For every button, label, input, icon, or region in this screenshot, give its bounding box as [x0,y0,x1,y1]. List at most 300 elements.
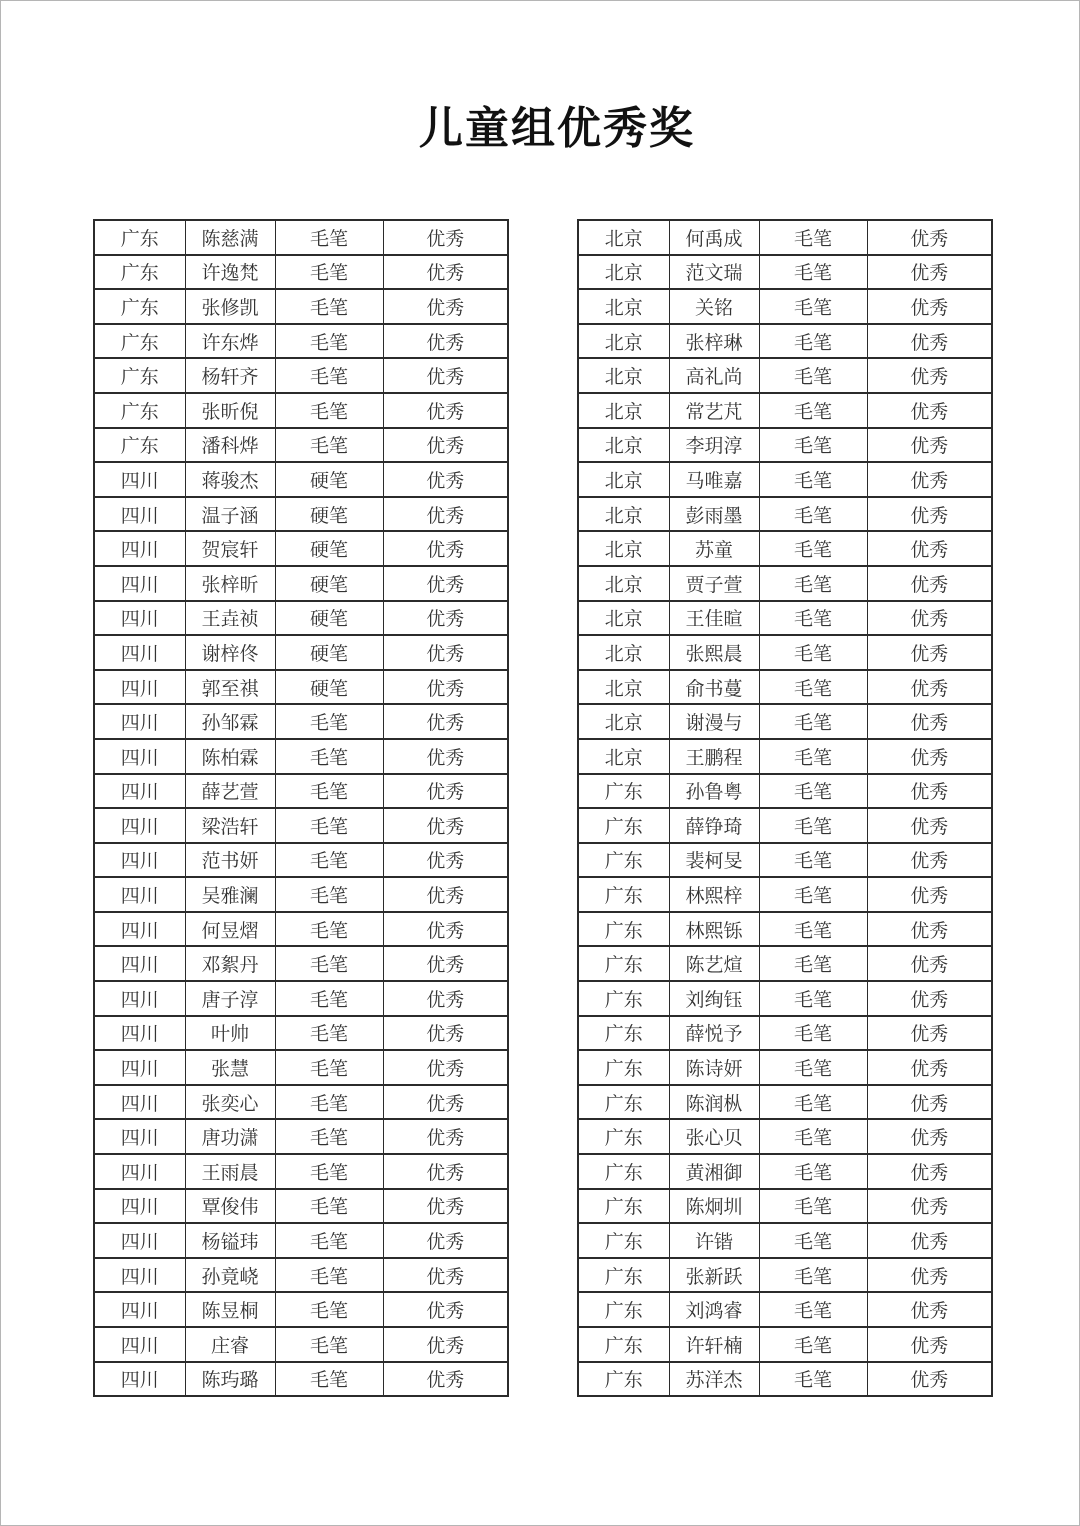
category-cell: 毛笔 [759,358,867,393]
name-cell: 王垚祯 [185,601,275,636]
province-cell: 北京 [578,220,669,255]
table-row [578,635,992,670]
category-cell: 硬笔 [275,670,383,705]
province-cell: 广东 [578,877,669,912]
category-cell: 毛笔 [759,531,867,566]
category-cell: 毛笔 [275,739,383,774]
award-cell: 优秀 [867,670,992,705]
category-cell: 毛笔 [759,912,867,947]
table-row [94,670,508,705]
province-cell: 四川 [94,1119,185,1154]
province-cell: 广东 [94,289,185,324]
name-cell: 杨轩齐 [185,358,275,393]
award-cell: 优秀 [383,1085,508,1120]
award-table-right [577,219,993,1397]
table-row [94,808,508,843]
award-cell: 优秀 [383,531,508,566]
table-row [578,670,992,705]
province-cell: 广东 [578,981,669,1016]
table-row [94,1223,508,1258]
table-row [578,1327,992,1362]
province-cell: 四川 [94,531,185,566]
award-cell: 优秀 [383,774,508,809]
table-row [578,358,992,393]
table-row [94,704,508,739]
name-cell: 刘绚钰 [669,981,759,1016]
province-cell: 四川 [94,566,185,601]
award-cell: 优秀 [867,877,992,912]
category-cell: 毛笔 [275,774,383,809]
category-cell: 毛笔 [275,877,383,912]
name-cell: 马唯嘉 [669,462,759,497]
category-cell: 毛笔 [275,220,383,255]
award-cell: 优秀 [383,601,508,636]
award-cell: 优秀 [867,808,992,843]
province-cell: 北京 [578,704,669,739]
award-cell: 优秀 [383,946,508,981]
award-cell: 优秀 [867,497,992,532]
name-cell: 贺宸轩 [185,531,275,566]
table-row [578,497,992,532]
category-cell: 毛笔 [759,1362,867,1397]
province-cell: 四川 [94,601,185,636]
name-cell: 贾子萱 [669,566,759,601]
name-cell: 薛铮琦 [669,808,759,843]
table-row [94,1292,508,1327]
award-cell: 优秀 [383,289,508,324]
province-cell: 广东 [94,220,185,255]
name-cell: 许轩楠 [669,1327,759,1362]
category-cell: 毛笔 [759,739,867,774]
category-cell: 毛笔 [759,1189,867,1224]
category-cell: 毛笔 [275,1119,383,1154]
name-cell: 李玥淳 [669,428,759,463]
award-cell: 优秀 [383,739,508,774]
category-cell: 毛笔 [275,1189,383,1224]
province-cell: 北京 [578,635,669,670]
province-cell: 四川 [94,774,185,809]
table-row [94,635,508,670]
table-row [94,1327,508,1362]
award-cell: 优秀 [383,566,508,601]
province-cell: 四川 [94,1016,185,1051]
table-row [578,1154,992,1189]
table-row [578,601,992,636]
province-cell: 北京 [578,428,669,463]
province-cell: 广东 [578,1258,669,1293]
table-row [578,255,992,290]
province-cell: 四川 [94,877,185,912]
name-cell: 陈诗妍 [669,1050,759,1085]
table-row [94,1085,508,1120]
award-cell: 优秀 [867,324,992,359]
award-cell: 优秀 [867,1085,992,1120]
table-row [578,1119,992,1154]
name-cell: 彭雨墨 [669,497,759,532]
province-cell: 广东 [578,843,669,878]
province-cell: 四川 [94,808,185,843]
award-cell: 优秀 [867,531,992,566]
category-cell: 毛笔 [759,462,867,497]
award-cell: 优秀 [867,1050,992,1085]
category-cell: 毛笔 [275,912,383,947]
category-cell: 毛笔 [759,566,867,601]
table-row [94,1258,508,1293]
category-cell: 硬笔 [275,531,383,566]
province-cell: 北京 [578,670,669,705]
province-cell: 北京 [578,393,669,428]
table-row [94,324,508,359]
category-cell: 毛笔 [275,393,383,428]
province-cell: 四川 [94,1085,185,1120]
table-row [578,946,992,981]
name-cell: 唐功潇 [185,1119,275,1154]
category-cell: 硬笔 [275,497,383,532]
name-cell: 张心贝 [669,1119,759,1154]
category-cell: 毛笔 [759,220,867,255]
category-cell: 毛笔 [759,1223,867,1258]
award-cell: 优秀 [867,1016,992,1051]
award-cell: 优秀 [867,1362,992,1397]
table-row [94,912,508,947]
table-row [578,531,992,566]
table-row [578,877,992,912]
category-cell: 毛笔 [759,877,867,912]
name-cell: 苏童 [669,531,759,566]
province-cell: 北京 [578,462,669,497]
table-row [94,1362,508,1397]
category-cell: 毛笔 [759,1085,867,1120]
category-cell: 毛笔 [759,981,867,1016]
award-cell: 优秀 [383,220,508,255]
province-cell: 四川 [94,981,185,1016]
award-cell: 优秀 [383,1154,508,1189]
name-cell: 叶帅 [185,1016,275,1051]
award-cell: 优秀 [867,1189,992,1224]
award-cell: 优秀 [383,1362,508,1397]
category-cell: 毛笔 [275,358,383,393]
category-cell: 毛笔 [275,946,383,981]
category-cell: 毛笔 [759,601,867,636]
name-cell: 蒋骏杰 [185,462,275,497]
table-row [94,566,508,601]
province-cell: 四川 [94,1362,185,1397]
name-cell: 张慧 [185,1050,275,1085]
province-cell: 四川 [94,946,185,981]
province-cell: 北京 [578,601,669,636]
award-cell: 优秀 [383,324,508,359]
name-cell: 覃俊伟 [185,1189,275,1224]
province-cell: 广东 [578,1016,669,1051]
province-cell: 广东 [578,1362,669,1397]
table-row [578,774,992,809]
table-row [578,808,992,843]
province-cell: 北京 [578,497,669,532]
category-cell: 毛笔 [759,946,867,981]
table-row [94,739,508,774]
name-cell: 范书妍 [185,843,275,878]
name-cell: 王鹏程 [669,739,759,774]
award-cell: 优秀 [867,635,992,670]
category-cell: 毛笔 [275,981,383,1016]
category-cell: 毛笔 [759,428,867,463]
province-cell: 北京 [578,324,669,359]
table-row [94,843,508,878]
name-cell: 何昱熠 [185,912,275,947]
name-cell: 陈慈满 [185,220,275,255]
province-cell: 四川 [94,1189,185,1224]
province-cell: 广东 [94,428,185,463]
category-cell: 毛笔 [759,1154,867,1189]
name-cell: 陈玙璐 [185,1362,275,1397]
name-cell: 许逸梵 [185,255,275,290]
name-cell: 孙竟峣 [185,1258,275,1293]
province-cell: 四川 [94,635,185,670]
name-cell: 范文瑞 [669,255,759,290]
table-row [94,255,508,290]
category-cell: 毛笔 [759,1119,867,1154]
province-cell: 广东 [578,1085,669,1120]
category-cell: 毛笔 [275,1154,383,1189]
award-cell: 优秀 [867,358,992,393]
table-row [94,289,508,324]
category-cell: 毛笔 [759,255,867,290]
province-cell: 北京 [578,255,669,290]
category-cell: 毛笔 [759,635,867,670]
name-cell: 张梓琳 [669,324,759,359]
table-row [94,462,508,497]
award-cell: 优秀 [867,601,992,636]
table-row [94,1189,508,1224]
province-cell: 广东 [578,912,669,947]
award-cell: 优秀 [867,566,992,601]
province-cell: 四川 [94,1050,185,1085]
table-row [578,289,992,324]
award-cell: 优秀 [867,912,992,947]
category-cell: 毛笔 [275,843,383,878]
name-cell: 林熙梓 [669,877,759,912]
table-row [94,601,508,636]
table-row [578,393,992,428]
award-cell: 优秀 [867,462,992,497]
name-cell: 王佳暄 [669,601,759,636]
province-cell: 北京 [578,566,669,601]
award-cell: 优秀 [383,393,508,428]
award-cell: 优秀 [383,1223,508,1258]
category-cell: 毛笔 [275,1050,383,1085]
category-cell: 毛笔 [275,255,383,290]
name-cell: 郭至祺 [185,670,275,705]
table-row [94,877,508,912]
name-cell: 常艺芃 [669,393,759,428]
name-cell: 刘鸿睿 [669,1292,759,1327]
table-row [578,1258,992,1293]
province-cell: 四川 [94,497,185,532]
province-cell: 广东 [94,324,185,359]
category-cell: 硬笔 [275,566,383,601]
name-cell: 孙邹霖 [185,704,275,739]
name-cell: 薛艺萱 [185,774,275,809]
table-row [94,774,508,809]
table-row [578,1189,992,1224]
award-cell: 优秀 [867,1327,992,1362]
award-cell: 优秀 [383,462,508,497]
award-cell: 优秀 [867,428,992,463]
award-cell: 优秀 [383,635,508,670]
table-row [94,1050,508,1085]
category-cell: 毛笔 [759,1327,867,1362]
name-cell: 陈艺煊 [669,946,759,981]
award-cell: 优秀 [383,877,508,912]
table-row [578,981,992,1016]
table-row [94,497,508,532]
province-cell: 四川 [94,1154,185,1189]
table-row [94,358,508,393]
name-cell: 吴雅澜 [185,877,275,912]
table-row [94,531,508,566]
table-row [578,1085,992,1120]
category-cell: 毛笔 [759,704,867,739]
name-cell: 张昕倪 [185,393,275,428]
province-cell: 四川 [94,739,185,774]
award-cell: 优秀 [867,981,992,1016]
award-cell: 优秀 [867,255,992,290]
table-row [94,946,508,981]
category-cell: 毛笔 [275,1085,383,1120]
category-cell: 毛笔 [759,808,867,843]
province-cell: 北京 [578,531,669,566]
province-cell: 广东 [578,1189,669,1224]
province-cell: 广东 [94,358,185,393]
table-row [94,428,508,463]
category-cell: 毛笔 [759,324,867,359]
category-cell: 毛笔 [275,1327,383,1362]
table-row [94,1016,508,1051]
name-cell: 唐子淳 [185,981,275,1016]
award-cell: 优秀 [383,704,508,739]
province-cell: 北京 [578,289,669,324]
name-cell: 邓絮丹 [185,946,275,981]
award-cell: 优秀 [383,428,508,463]
table-row [578,566,992,601]
award-table-left [93,219,509,1397]
province-cell: 广东 [578,1119,669,1154]
province-cell: 广东 [578,1223,669,1258]
category-cell: 毛笔 [759,1016,867,1051]
name-cell: 许东烨 [185,324,275,359]
award-cell: 优秀 [383,1189,508,1224]
name-cell: 张新跃 [669,1258,759,1293]
category-cell: 毛笔 [759,843,867,878]
name-cell: 许锴 [669,1223,759,1258]
category-cell: 毛笔 [275,1362,383,1397]
province-cell: 四川 [94,670,185,705]
province-cell: 广东 [578,1154,669,1189]
category-cell: 毛笔 [275,1258,383,1293]
name-cell: 王雨晨 [185,1154,275,1189]
category-cell: 毛笔 [275,1223,383,1258]
province-cell: 广东 [578,774,669,809]
category-cell: 毛笔 [759,289,867,324]
category-cell: 毛笔 [275,1292,383,1327]
table-row [578,428,992,463]
table-row [578,1016,992,1051]
award-cell: 优秀 [383,981,508,1016]
category-cell: 毛笔 [275,324,383,359]
award-cell: 优秀 [383,1258,508,1293]
name-cell: 张熙晨 [669,635,759,670]
category-cell: 毛笔 [759,393,867,428]
category-cell: 毛笔 [759,670,867,705]
award-cell: 优秀 [867,739,992,774]
province-cell: 四川 [94,912,185,947]
name-cell: 潘科烨 [185,428,275,463]
award-cell: 优秀 [383,808,508,843]
category-cell: 毛笔 [759,1292,867,1327]
province-cell: 广东 [94,393,185,428]
province-cell: 广东 [94,255,185,290]
name-cell: 张奕心 [185,1085,275,1120]
name-cell: 陈柏霖 [185,739,275,774]
award-cell: 优秀 [383,358,508,393]
award-cell: 优秀 [867,1119,992,1154]
table-row [94,981,508,1016]
name-cell: 温子涵 [185,497,275,532]
province-cell: 北京 [578,358,669,393]
award-cell: 优秀 [867,1223,992,1258]
province-cell: 四川 [94,1292,185,1327]
table-row [578,220,992,255]
province-cell: 广东 [578,808,669,843]
award-cell: 优秀 [867,1154,992,1189]
table-row [578,704,992,739]
category-cell: 毛笔 [275,1016,383,1051]
name-cell: 俞书蔓 [669,670,759,705]
award-cell: 优秀 [867,1292,992,1327]
name-cell: 高礼尚 [669,358,759,393]
table-row [578,739,992,774]
table-row [578,1223,992,1258]
table-row [578,843,992,878]
province-cell: 四川 [94,1327,185,1362]
province-cell: 四川 [94,1258,185,1293]
province-cell: 广东 [578,1292,669,1327]
province-cell: 广东 [578,946,669,981]
name-cell: 陈昱桐 [185,1292,275,1327]
category-cell: 硬笔 [275,601,383,636]
category-cell: 毛笔 [759,774,867,809]
name-cell: 张梓昕 [185,566,275,601]
province-cell: 广东 [578,1327,669,1362]
category-cell: 毛笔 [275,808,383,843]
table-row [578,912,992,947]
province-cell: 四川 [94,843,185,878]
award-cell: 优秀 [867,393,992,428]
name-cell: 何禹成 [669,220,759,255]
table-row [94,220,508,255]
table-row [94,1119,508,1154]
category-cell: 毛笔 [759,497,867,532]
category-cell: 毛笔 [275,428,383,463]
award-cell: 优秀 [383,912,508,947]
province-cell: 四川 [94,704,185,739]
province-cell: 广东 [578,1050,669,1085]
award-cell: 优秀 [867,1258,992,1293]
name-cell: 薛悦予 [669,1016,759,1051]
name-cell: 梁浩轩 [185,808,275,843]
province-cell: 北京 [578,739,669,774]
table-row [578,1362,992,1397]
